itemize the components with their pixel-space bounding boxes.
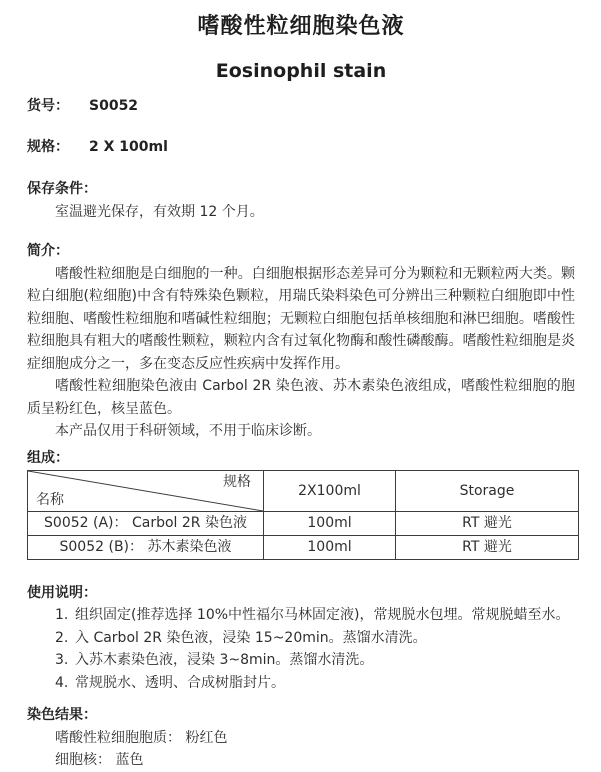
component-name: S0052 (A)： Carbol 2R 染色液	[28, 511, 264, 535]
intro-paragraph-3: 本产品仅用于科研领域，不用于临床诊断。	[55, 423, 321, 439]
component-volume: 100ml	[264, 511, 396, 535]
list-item	[27, 672, 575, 695]
staining-result-cytoplasm: 嗜酸性粒细胞胞质： 粉红色	[55, 729, 228, 746]
table-row	[28, 535, 579, 559]
component-name: S0052 (B)： 苏木素染色液	[28, 535, 264, 559]
intro-paragraph-2: 嗜酸性粒细胞染色液由 Carbol 2R 染色液、苏木素染色液组成，嗜酸性粒细胞的胞质呈粉红色，核呈蓝色。	[27, 378, 575, 417]
table-header-storage: Storage	[396, 470, 579, 511]
instructions-heading: 使用说明：	[27, 584, 97, 601]
composition-heading: 组成：	[27, 449, 69, 466]
instructions-list	[27, 604, 575, 694]
list-item	[27, 627, 575, 650]
component-storage: RT 避光	[396, 511, 579, 535]
table-corner-cell	[28, 470, 264, 511]
storage-conditions-heading: 保存条件：	[27, 181, 97, 197]
catalog-number-label: 货号：	[27, 98, 69, 114]
list-item-number: 3.	[55, 652, 69, 668]
table-row	[28, 511, 579, 535]
catalog-number-value: S0052	[89, 98, 139, 114]
product-title-zh: 嗜酸性粒细胞染色液	[197, 14, 405, 39]
intro-heading: 简介：	[27, 243, 69, 259]
table-header-volume: 2X100ml	[264, 470, 396, 511]
staining-results-heading: 染色结果：	[27, 707, 97, 723]
list-item	[27, 649, 575, 672]
spec-label: 规格：	[27, 139, 69, 155]
product-title-en: Eosinophil stain	[215, 60, 387, 82]
storage-conditions-text: 室温避光保存，有效期 12 个月。	[55, 203, 264, 220]
intro-paragraph-1: 嗜酸性粒细胞是白细胞的一种。白细胞根据形态差异可分为颗粒和无颗粒两大类。颗粒白细胞(粒细胞)中含有特殊染色颗粒，用瑞氏染料染色可分辨出三种颗粒白细胞即中性粒细胞、嗜酸性粒细胞和嗜碱性粒细胞；无颗粒白细胞包括单核细胞和淋巴细胞。嗜酸性粒细胞具有粗大的嗜酸性颗粒，颗粒内含有过氧化物酶和酸性磷酸酶。嗜酸性粒细胞是炎症细胞成分之一，多在变态反应性疾病中发挥作用。	[27, 265, 575, 372]
component-volume: 100ml	[264, 535, 396, 559]
list-item	[27, 604, 575, 627]
list-item-number: 2.	[55, 629, 69, 646]
corner-label-name: 名称	[36, 491, 64, 508]
spec-value: 2 X 100ml	[89, 139, 168, 155]
corner-label-spec: 规格	[223, 473, 251, 490]
list-item-text: 入苏木素染色液，浸染 3~8min。蒸馏水清洗。	[75, 652, 374, 668]
catalog-number-row	[27, 95, 575, 117]
list-item-text: 常规脱水、透明、合成树脂封片。	[75, 674, 285, 691]
list-item-number: 1.	[55, 607, 69, 623]
list-item-text: 入 Carbol 2R 染色液，浸染 15~20min。蒸馏水清洗。	[75, 629, 427, 646]
list-item-text: 组织固定(推荐选择 10%中性福尔马林固定液)，常规脱水包埋。常规脱蜡至水。	[75, 607, 570, 623]
spec-row	[27, 136, 575, 158]
component-storage: RT 避光	[396, 535, 579, 559]
staining-result-nucleus: 细胞核： 蓝色	[55, 752, 144, 768]
composition-table	[27, 470, 579, 560]
list-item-number: 4.	[55, 674, 69, 691]
composition-table-header-row	[28, 470, 579, 511]
